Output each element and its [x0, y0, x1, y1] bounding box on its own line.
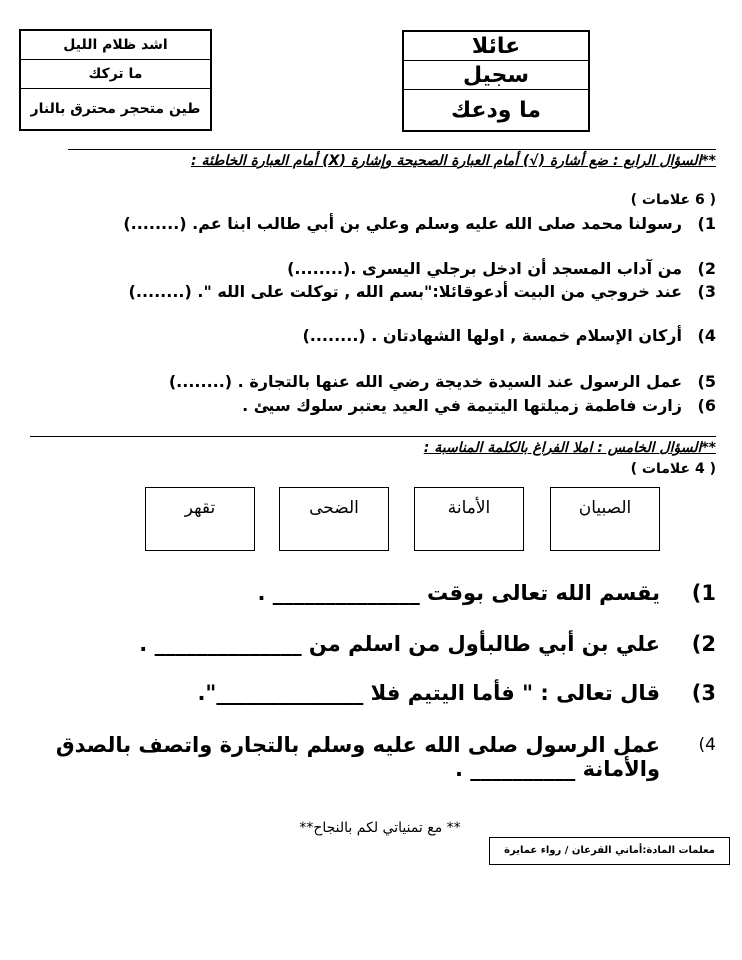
matching-left-table: [19, 29, 212, 131]
item-number: 5): [697, 372, 716, 391]
item-text: علي بن أبي طالبأول من اسلم من ______________ .: [139, 632, 660, 656]
item-text: يقسم الله تعالى بوقت ______________ .: [257, 581, 660, 605]
word-box-1: الصبيان: [550, 487, 660, 551]
left-cell-2: ما تركك: [20, 60, 211, 89]
q4-item-1: [36, 214, 716, 233]
matching-right-table: [402, 30, 590, 132]
q4-item-4: [36, 326, 716, 345]
left-cell-1: اشد ظلام الليل: [20, 30, 211, 60]
item-text: قال تعالى : " فأما اليتيم فلا ______________".: [197, 681, 660, 705]
item-text: أركان الإسلام خمسة , اولها الشهادتان . (........): [302, 326, 682, 345]
closing-wish: ** مع تمنياتي لكم بالنجاح**: [299, 820, 461, 836]
word-box-2: الأمانة: [414, 487, 524, 551]
right-cell-3: ما ودعك: [403, 90, 589, 132]
item-text: عند خروجي من البيت أدعوقائلا:"بسم الله , توكلت على الله ". (........): [128, 282, 682, 301]
q4-item-2: [36, 259, 716, 278]
q4-item-5: [36, 372, 716, 391]
item-number: 2): [697, 259, 716, 278]
teacher-box: معلمات المادة:أماني القرعان / رواء عمايرة: [489, 837, 730, 865]
item-text: زارت فاطمة زميلتها اليتيمة في العيد يعتبر سلوك سيئ .: [242, 396, 682, 415]
q4-marks: ( 6 علامات ): [630, 192, 716, 208]
q5-item-3: [30, 681, 716, 705]
item-number: 6): [697, 396, 716, 415]
item-text: عمل الرسول عند السيدة خديجة رضي الله عنها بالتجارة . (........): [168, 372, 682, 391]
word-box-3: الضحى: [279, 487, 389, 551]
separator-line: [30, 436, 716, 437]
q5-item-2: [30, 632, 716, 656]
q4-title: **السؤال الرابع : ضع أشارة (√) أمام العبارة الصحيحة وإشارة (X) أمام العبارة الخاطئة :: [190, 153, 716, 169]
q5-marks: ( 4 علامات ): [630, 461, 716, 477]
word-box-4: تقهر: [145, 487, 255, 551]
right-cell-2: سجيل: [403, 61, 589, 90]
left-cell-3: طين متحجر محترق بالنار: [20, 89, 211, 131]
right-cell-1: عائلا: [403, 31, 589, 61]
item-number: 4): [698, 735, 716, 755]
item-number: 4): [697, 326, 716, 345]
item-number: 2): [691, 632, 716, 656]
item-number: 3): [691, 681, 716, 705]
item-text: من آداب المسجد أن ادخل برجلي اليسرى .(........): [287, 259, 682, 278]
q4-item-6: [36, 396, 716, 415]
q5-title: **السؤال الخامس : املا الفراغ بالكلمة المناسبة :: [423, 440, 716, 456]
q5-item-1: [30, 581, 716, 605]
item-text: عمل الرسول صلى الله عليه وسلم بالتجارة واتصف بالصدق والأمانة __________ .: [55, 733, 660, 781]
q4-item-3: [36, 282, 716, 301]
item-number: 1): [697, 214, 716, 233]
item-number: 1): [691, 581, 716, 605]
separator-line: [68, 149, 716, 150]
item-number: 3): [697, 282, 716, 301]
item-text: رسولنا محمد صلى الله عليه وسلم وعلي بن أبي طالب ابنا عم. (........): [123, 214, 682, 233]
q5-item-4: [30, 733, 716, 781]
